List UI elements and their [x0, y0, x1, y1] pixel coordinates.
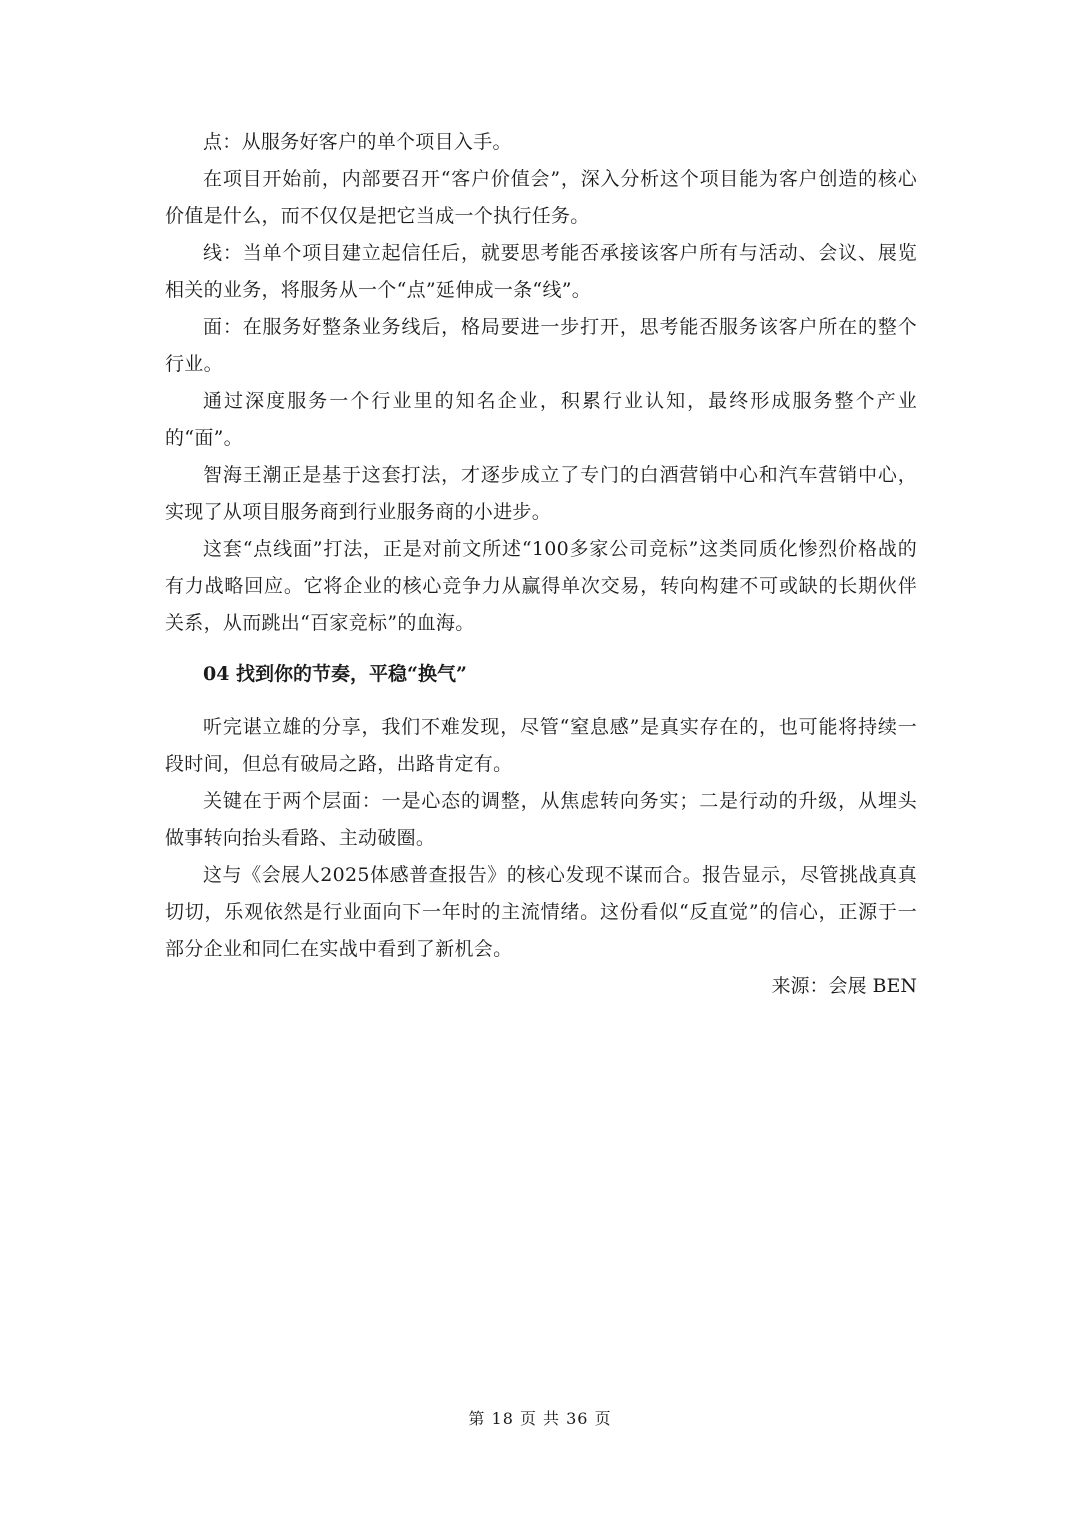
- page-footer: 第 18 页 共 36 页: [468, 1409, 612, 1428]
- paragraph-point: 点：从服务好客户的单个项目入手。: [203, 131, 512, 153]
- paragraph-suffocation: 听完谌立雄的分享，我们不难发现，尽管“窒息感”是真实存在的，也可能将持续一段时间，但总有破局之路，出路肯定有。: [165, 716, 917, 775]
- paragraph-zhihai: 智海王潮正是基于这套打法，才逐步成立了专门的白酒营销中心和汽车营销中心，实现了从项目服务商到行业服务商的小进步。: [165, 464, 917, 523]
- paragraph-report: 这与《会展人2025体感普查报告》的核心发现不谋而合。报告显示，尽管挑战真真切切，乐观依然是行业面向下一年时的主流情绪。这份看似“反直觉”的信心，正源于一部分企业和同仁在实战中看到了新机会。: [165, 864, 917, 960]
- paragraph-value-meeting: 在项目开始前，内部要召开“客户价值会”，深入分析这个项目能为客户创造的核心价值是什么，而不仅仅是把它当成一个执行任务。: [165, 168, 917, 227]
- paragraph-surface: 面：在服务好整条业务线后，格局要进一步打开，思考能否服务该客户所在的整个行业。: [165, 316, 917, 375]
- section-heading: 04 找到你的节奏，平稳“换气”: [203, 663, 467, 685]
- paragraph-strategy: 这套“点线面”打法，正是对前文所述“100多家公司竞标”这类同质化惨烈价格战的有力战略回应。它将企业的核心竞争力从赢得单次交易，转向构建不可或缺的长期伙伴关系，从而跳出“百家竞标”的血海。: [165, 538, 917, 634]
- source-attribution: 来源：会展 BEN: [771, 975, 917, 997]
- paragraph-industry: 通过深度服务一个行业里的知名企业，积累行业认知，最终形成服务整个产业的“面”。: [165, 390, 917, 449]
- paragraph-line: 线：当单个项目建立起信任后，就要思考能否承接该客户所有与活动、会议、展览相关的业务，将服务从一个“点”延伸成一条“线”。: [165, 242, 917, 301]
- paragraph-two-levels: 关键在于两个层面：一是心态的调整，从焦虑转向务实；二是行动的升级，从埋头做事转向抬头看路、主动破圈。: [165, 790, 917, 849]
- document-body: [165, 124, 917, 1005]
